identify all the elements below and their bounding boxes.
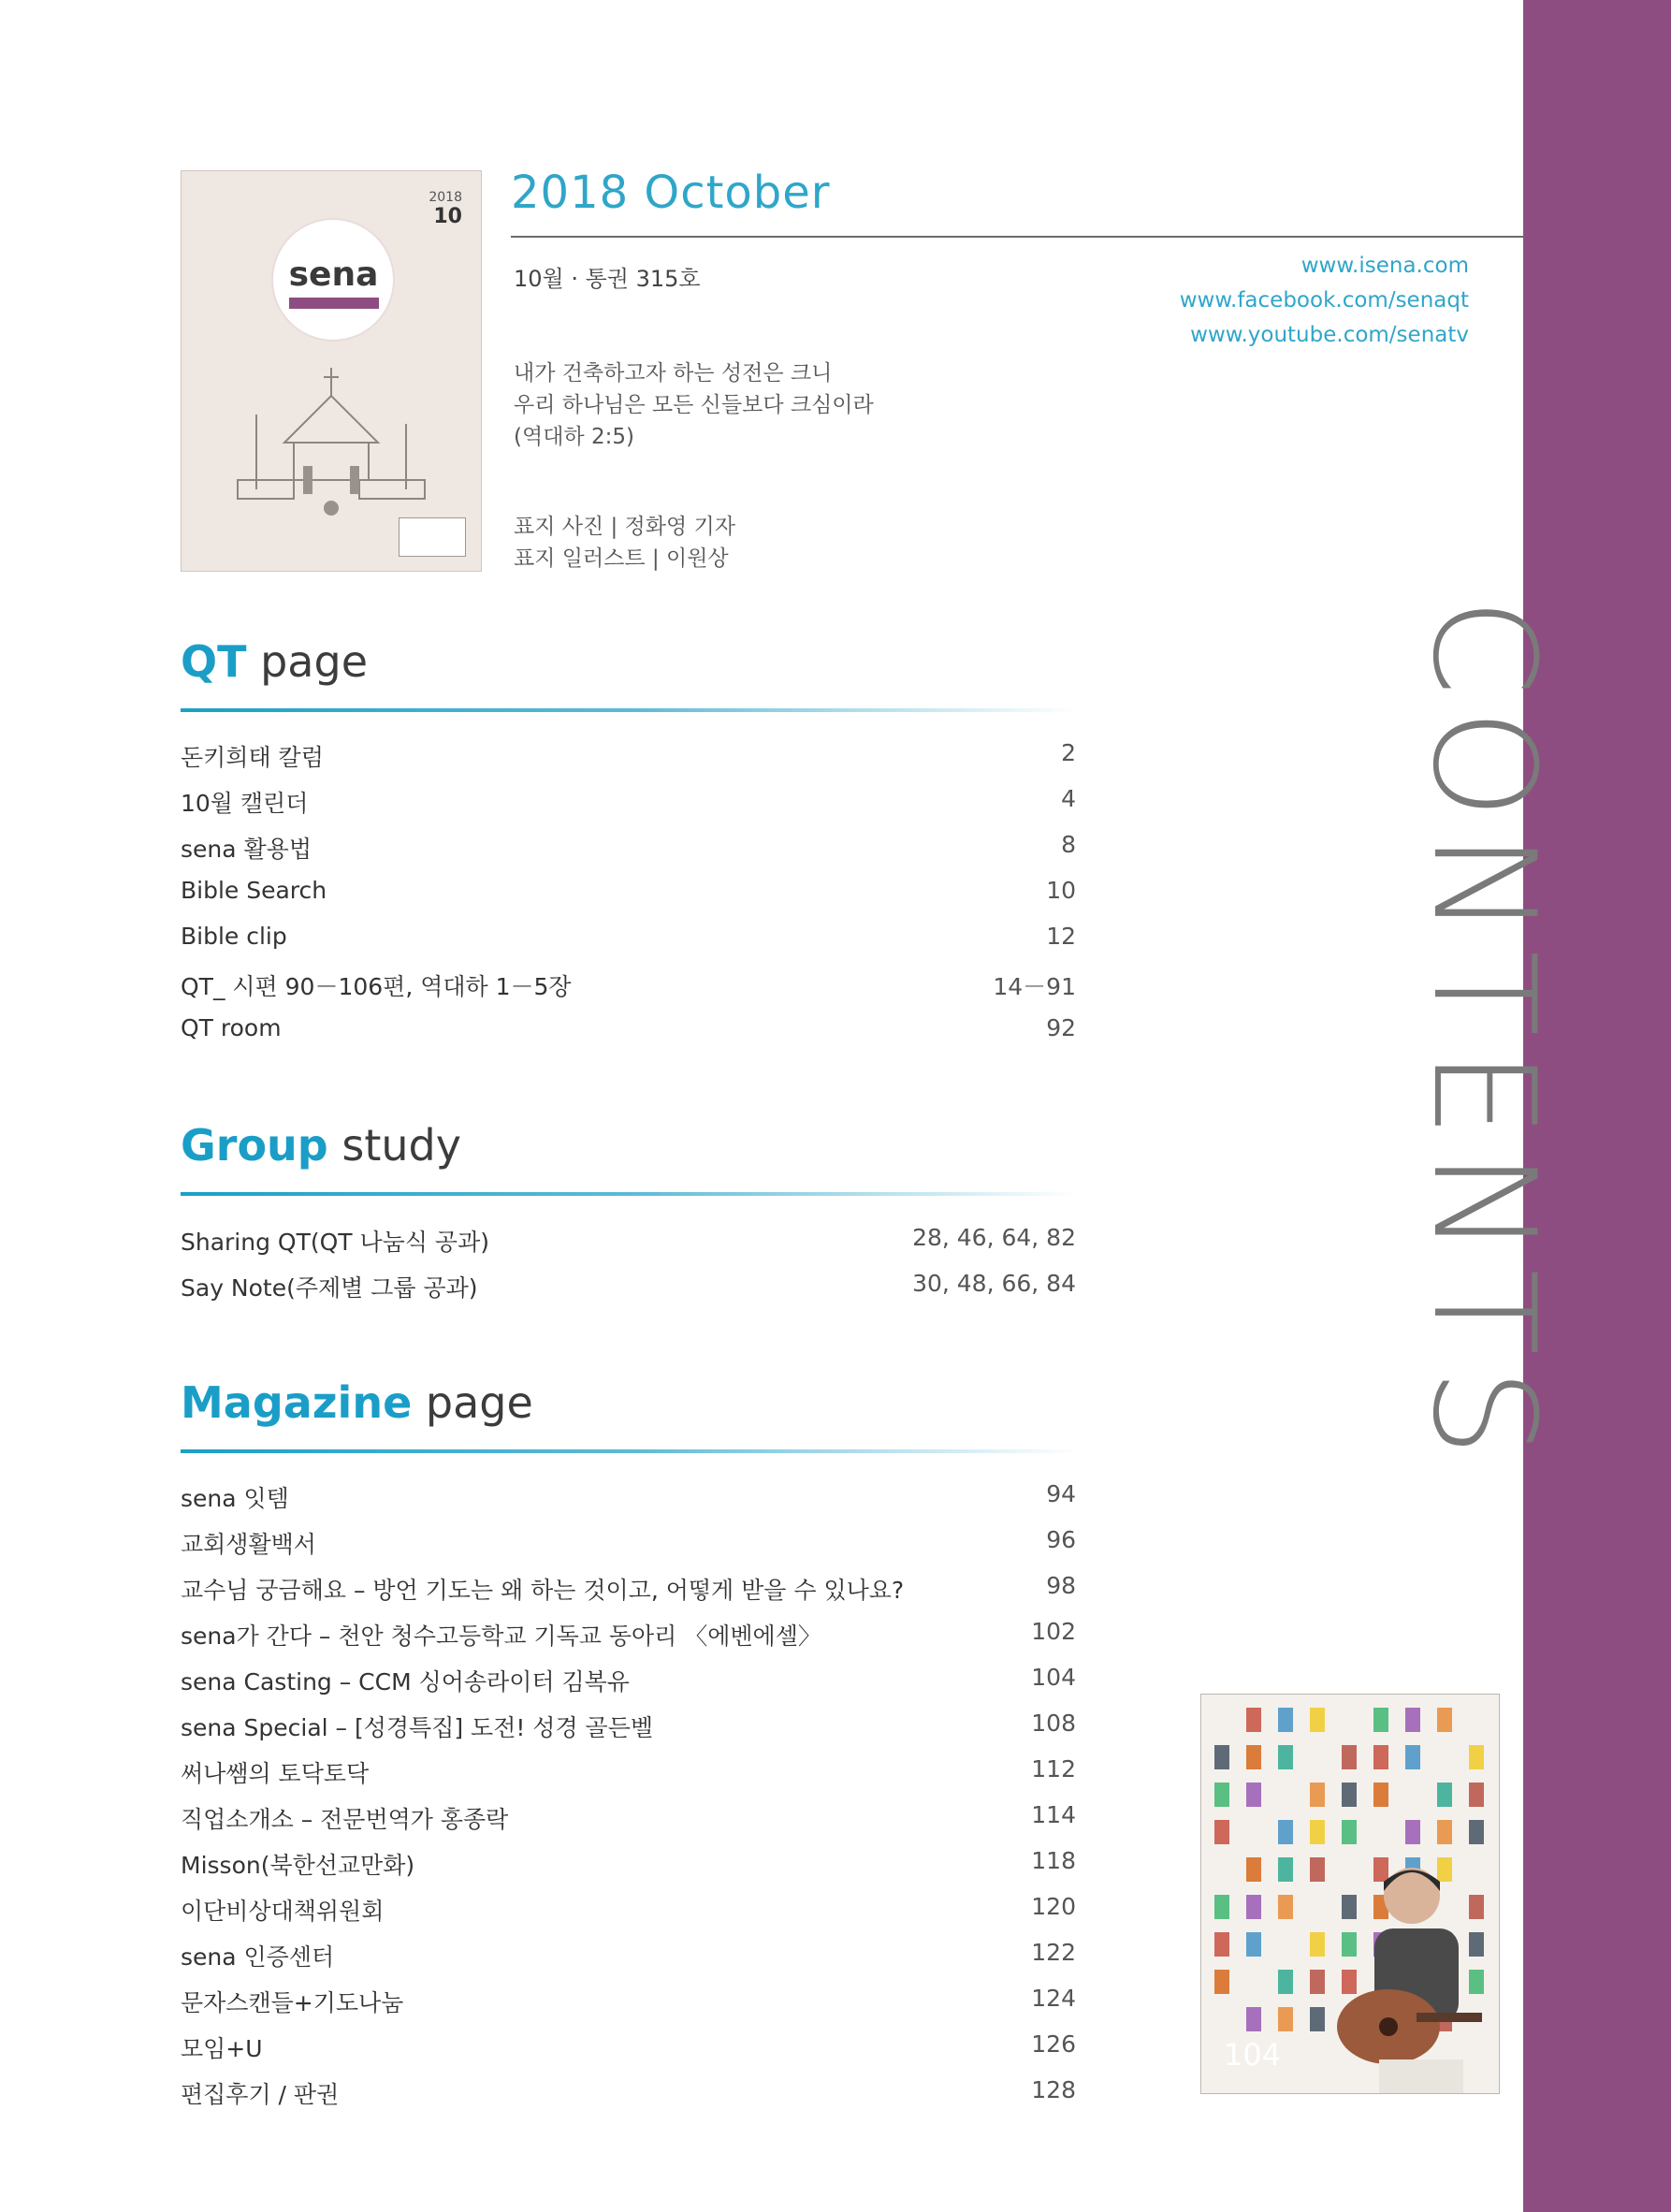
background-tile [1246,1745,1261,1769]
toc-item-page: 120 [1031,1893,1076,1920]
background-tile [1469,1820,1484,1844]
toc-item-title: sena 활용법 [181,836,312,863]
background-tile [1214,1783,1229,1807]
background-tile [1405,1745,1420,1769]
toc-item-title: Say Note(주제별 그룹 공과) [181,1274,478,1302]
section-rule [181,1449,1079,1453]
background-tile [1469,1745,1484,1769]
toc-item-page: 112 [1031,1755,1076,1783]
toc-item-title: sena 인증센터 [181,1943,335,1971]
toc-item-page: 98 [1046,1572,1076,1599]
background-tile [1310,1783,1325,1807]
toc-row[interactable] [181,1794,1076,1840]
toc-item-page: 12 [1046,923,1076,950]
toc-list-magazine [181,1473,1076,2115]
verse-reference: (역대하 2:5) [514,425,634,449]
background-tile [1278,1708,1293,1732]
link-youtube[interactable]: www.youtube.com/senatv [1190,323,1469,347]
background-tile [1214,1895,1229,1919]
background-tile [1214,1745,1229,1769]
section-title-accent: Group [181,1120,328,1171]
background-tile [1214,1820,1229,1844]
background-tile [1373,1745,1388,1769]
background-tile [1246,2007,1261,2031]
toc-row[interactable] [181,1007,1076,1053]
toc-item-page: 104 [1031,1664,1076,1691]
toc-item-title: sena Casting – CCM 싱어송라이터 김복유 [181,1668,630,1695]
toc-item-page: 92 [1046,1014,1076,1041]
toc-item-title: 써나쌤의 토닥토닥 [181,1760,370,1787]
toc-item-title: 돈키희태 칼럼 [181,744,324,771]
feature-photo [1200,1694,1500,2094]
toc-item-page: 108 [1031,1710,1076,1737]
toc-item-title: Sharing QT(QT 나눔식 공과) [181,1229,489,1256]
toc-row[interactable] [181,732,1076,778]
background-tile [1278,1820,1293,1844]
background-tile [1405,1820,1420,1844]
link-facebook[interactable]: www.facebook.com/senaqt [1179,288,1469,313]
toc-item-title: 교수님 궁금해요 – 방언 기도는 왜 하는 것이고, 어떻게 받을 수 있나요? [181,1577,905,1604]
section-title-qt [181,636,368,687]
toc-row[interactable] [181,823,1076,869]
toc-row[interactable] [181,2023,1076,2069]
toc-row[interactable] [181,915,1076,961]
background-tile [1342,1820,1357,1844]
background-tile [1373,1708,1388,1732]
credit-photo: 표지 사진 | 정화영 기자 [514,515,735,539]
toc-row[interactable] [181,1931,1076,1977]
section-rule [181,1192,1079,1196]
cover-year: 2018 [429,190,462,205]
toc-row[interactable] [181,778,1076,823]
toc-row[interactable] [181,1748,1076,1794]
toc-item-title: Bible clip [181,923,287,950]
toc-item-title: 이단비상대책위원회 [181,1898,385,1925]
toc-item-page: 102 [1031,1618,1076,1645]
background-tile [1278,2007,1293,2031]
header-rule [511,236,1523,238]
toc-item-title: QT room [181,1014,282,1041]
toc-item-page: 114 [1031,1801,1076,1828]
toc-item-title: sena 잇템 [181,1485,289,1512]
toc-item-title: 모임+U [181,2035,263,2062]
verse-line: 내가 건축하고자 하는 성전은 크니 [514,361,833,386]
section-rule [181,708,1079,712]
section-title-rest: page [425,1377,533,1428]
background-tile [1246,1708,1261,1732]
toc-item-title: sena Special – [성경특집] 도전! 성경 골든벨 [181,1714,654,1741]
background-tile [1246,1857,1261,1882]
toc-item-page: 28, 46, 64, 82 [912,1224,1076,1251]
section-title-accent: QT [181,636,247,687]
toc-item-page: 94 [1046,1480,1076,1507]
background-tile [1246,1932,1261,1957]
toc-item-title: sena가 간다 – 천안 청수고등학교 기독교 동아리 〈에벤에셀〉 [181,1623,821,1650]
toc-item-title: QT_ 시편 90－106편, 역대하 1－5장 [181,973,572,1000]
toc-item-page: 126 [1031,2030,1076,2058]
toc-item-page: 128 [1031,2076,1076,2103]
toc-list-qt [181,732,1076,1053]
background-tile [1310,1708,1325,1732]
toc-item-page: 4 [1061,785,1076,812]
background-tile [1246,1895,1261,1919]
website-links [1180,249,1469,353]
background-tile [1469,1783,1484,1807]
background-tile [1437,1820,1452,1844]
toc-row[interactable] [181,1840,1076,1885]
toc-item-title: 직업소개소 – 전문번역가 홍종락 [181,1806,509,1833]
background-tile [1246,1783,1261,1807]
toc-item-page: 30, 48, 66, 84 [912,1270,1076,1297]
toc-row[interactable] [181,1216,1076,1262]
background-tile [1405,1708,1420,1732]
issue-number: 10월 · 통권 315호 [514,266,701,292]
background-tile [1278,1895,1293,1919]
cover-barcode [399,517,466,557]
background-tile [1214,1970,1229,1994]
toc-item-title: 10월 캘린더 [181,790,309,817]
section-title-rest: study [341,1120,461,1171]
toc-row[interactable] [181,1977,1076,2023]
toc-row[interactable] [181,961,1076,1007]
toc-item-page: 10 [1046,877,1076,904]
toc-item-page: 124 [1031,1985,1076,2012]
toc-item-title: 교회생활백서 [181,1531,316,1558]
toc-row[interactable] [181,2069,1076,2115]
cover-verse [514,357,874,453]
section-title-group [181,1120,461,1171]
toc-list-group [181,1216,1076,1308]
toc-row[interactable] [181,1262,1076,1308]
issue-title: 2018 October [511,167,831,219]
toc-item-page: 14－91 [993,973,1076,1000]
background-tile [1373,1783,1388,1807]
background-tile [1342,1783,1357,1807]
cover-credits [514,511,735,575]
toc-row[interactable] [181,1702,1076,1748]
toc-item-page: 122 [1031,1939,1076,1966]
toc-row[interactable] [181,1564,1076,1610]
toc-item-title: Misson(북한선교만화) [181,1852,415,1879]
background-tile [1310,1820,1325,1844]
cover-logo-ribbon [289,298,379,309]
verse-line: 우리 하나님은 모든 신들보다 크심이라 [514,393,874,417]
cover-thumbnail [181,170,482,572]
toc-item-page: 8 [1061,831,1076,858]
toc-row[interactable] [181,1473,1076,1519]
credit-illustration: 표지 일러스트 | 이원상 [514,546,729,571]
toc-row[interactable] [181,1519,1076,1564]
section-title-accent: Magazine [181,1377,413,1428]
cover-logo: sena [288,255,379,294]
background-tile [1278,1857,1293,1882]
background-tile [1437,1783,1452,1807]
guitarist-illustration [1323,1854,1482,2094]
background-tile [1278,1745,1293,1769]
cover-date [429,190,462,228]
background-tile [1214,1932,1229,1957]
toc-item-page: 96 [1046,1526,1076,1553]
background-tile [1342,1745,1357,1769]
cover-month: 10 [433,205,462,228]
link-website[interactable]: www.isena.com [1300,254,1469,278]
background-tile [1437,1708,1452,1732]
toc-item-title: 편집후기 / 판권 [181,2081,340,2108]
photo-page-number: 104 [1224,2037,1282,2073]
toc-row[interactable] [181,869,1076,915]
section-title-rest: page [260,636,368,687]
toc-item-title: 문자스캔들+기도나눔 [181,1989,404,2016]
background-tile [1278,1970,1293,1994]
section-title-magazine [181,1377,533,1428]
toc-row[interactable] [181,1885,1076,1931]
toc-item-title: Bible Search [181,877,327,904]
toc-row[interactable] [181,1656,1076,1702]
toc-item-page: 118 [1031,1847,1076,1874]
toc-row[interactable] [181,1610,1076,1656]
cover-illustration [219,330,443,517]
toc-item-page: 2 [1061,739,1076,766]
